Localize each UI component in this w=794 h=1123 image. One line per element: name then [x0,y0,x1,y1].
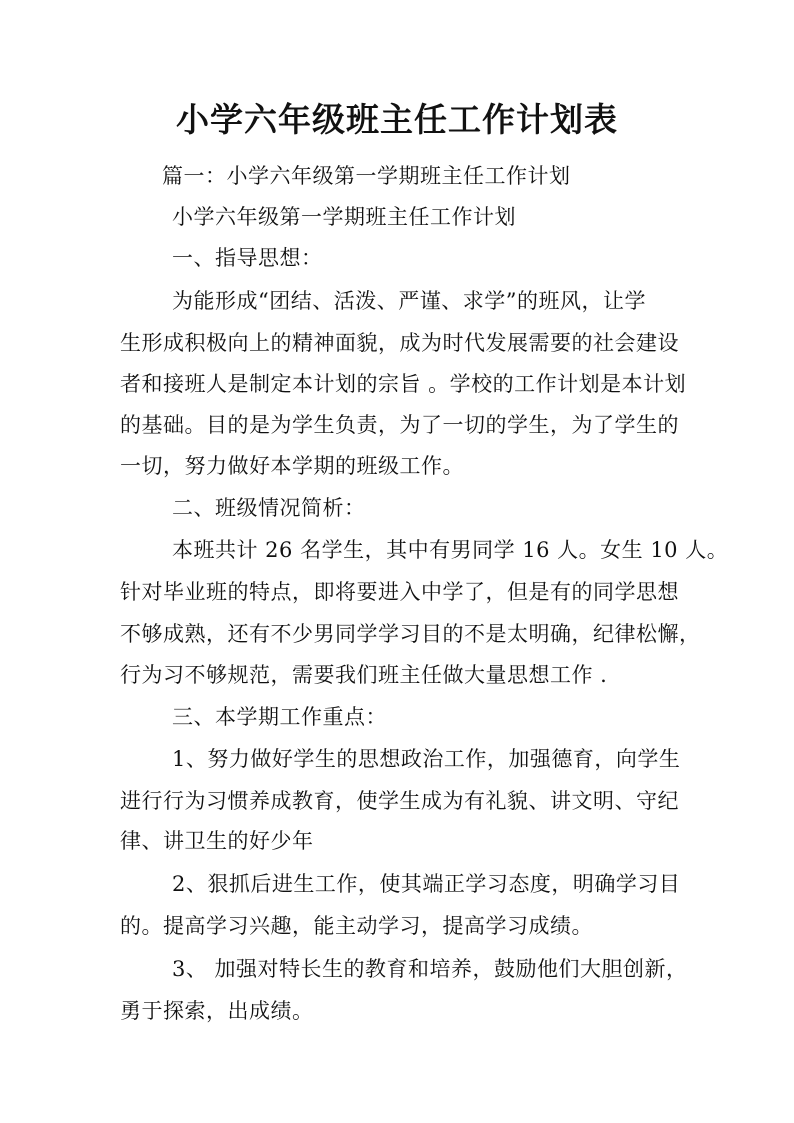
text-line: 2、狠抓后进生工作，使其端正学习态度，明确学习目 [172,872,681,896]
text-line: 一切，努力做好本学期的班级工作。 [120,454,464,478]
text-line: 一、指导思想： [172,246,323,270]
text-line: 律、讲卫生的好少年 [120,829,314,853]
text-line: 进行行为习惯养成教育，使学生成为有礼貌、讲文明、守纪 [120,789,679,813]
text-line: 小学六年级第一学期班主任工作计划 [172,205,516,229]
text-line: 者和接班人是制定本计划的宗旨 。学校的工作计划是本计划 [120,372,687,396]
text-line: 针对毕业班的特点，即将要进入中学了，但是有的同学思想 [120,580,679,604]
text-line: 的。提高学习兴趣，能主动学习，提高学习成绩。 [120,914,593,938]
text-line: 的基础。目的是为学生负责，为了一切的学生，为了学生的 [120,413,679,437]
text-line: 生形成积极向上的精神面貌，成为时代发展需要的社会建设 [120,331,679,355]
text-line: 1、努力做好学生的思想政治工作，加强德育，向学生 [172,747,681,771]
text-line: 本班共计 26 名学生，其中有男同学 16 人。女生 10 人。 [172,538,729,562]
text-line: 三、本学期工作重点： [172,705,387,729]
text-line: 篇一：小学六年级第一学期班主任工作计划 [162,164,571,188]
text-line: 不够成熟，还有不少男同学学习目的不是太明确，纪律松懈， [120,622,701,646]
document-title: 小学六年级班主任工作计划表 [176,100,618,139]
text-line: 二、班级情况简析： [172,496,366,520]
text-line: 3、 加强对特长生的教育和培养，鼓励他们大胆创新， [172,957,688,981]
text-line: 勇于探索，出成绩。 [120,999,314,1023]
text-line: 为能形成“团结、活泼、严谨、求学”的班风，让学 [172,289,646,313]
text-line: 行为习不够规范，需要我们班主任做大量思想工作 . [120,663,608,687]
